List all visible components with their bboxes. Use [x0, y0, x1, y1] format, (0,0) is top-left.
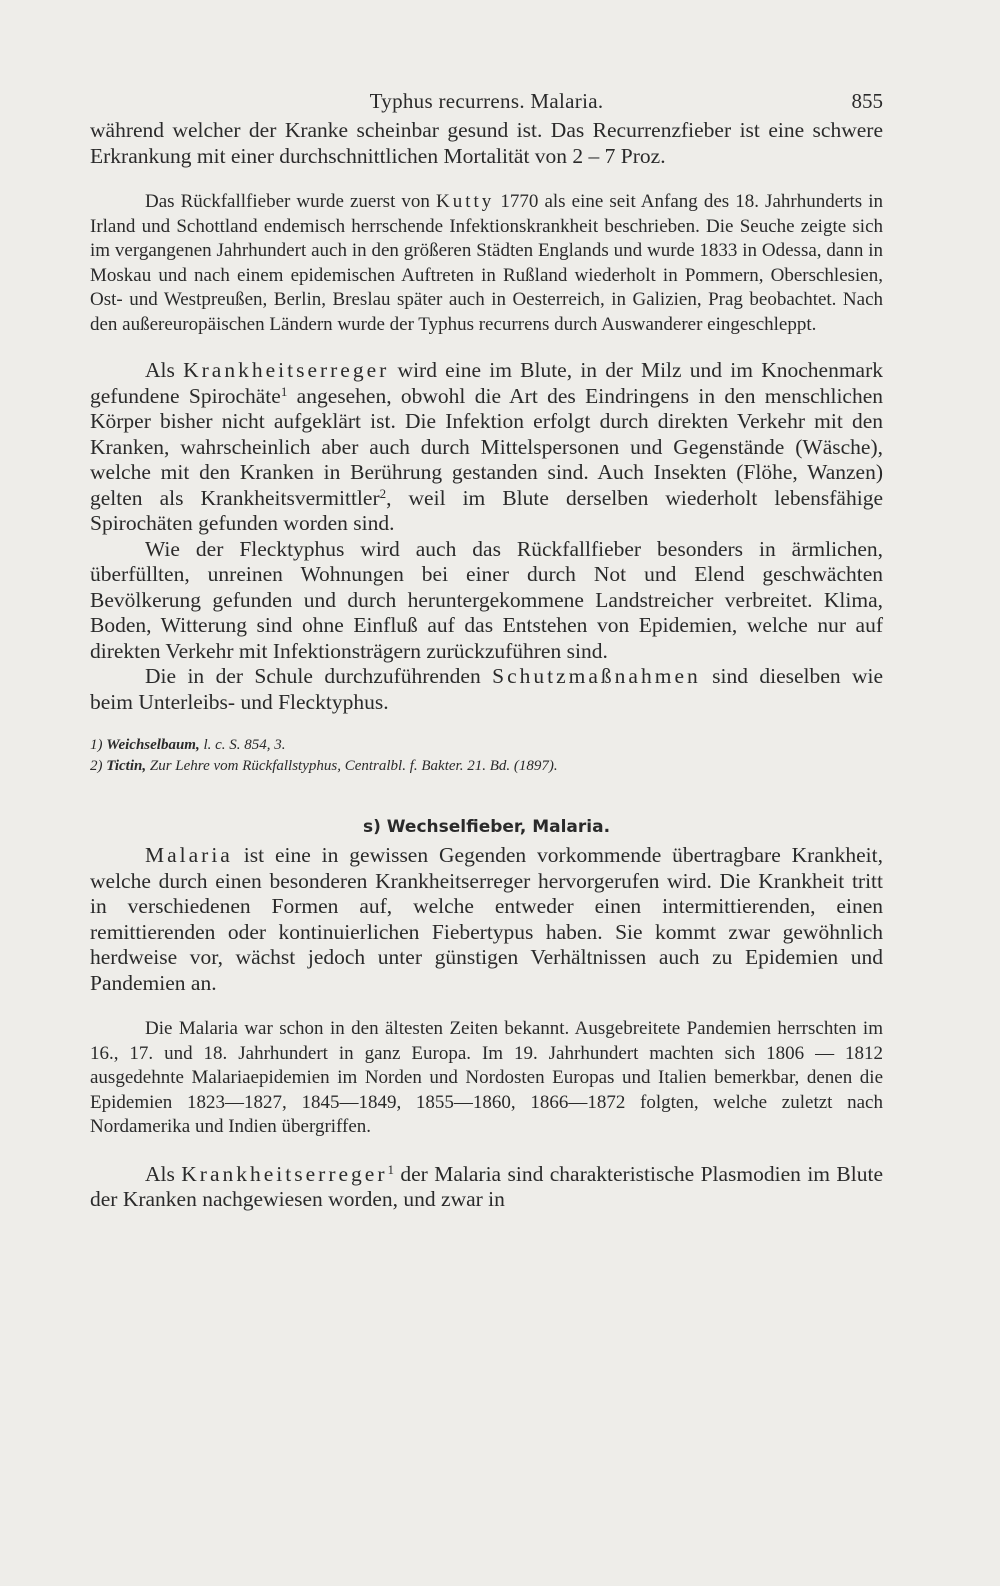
footnote-ref-malaria-1: 1	[387, 1161, 394, 1177]
book-page	[90, 84, 883, 1213]
page-number: 855	[851, 89, 883, 113]
footnote-1: 1) Weichselbaum, l. c. S. 854, 3.	[90, 737, 286, 753]
footnote-2: 2) Tictin, Zur Lehre vom Rückfallstyphus, Centralbl. f. Bakter. 21. Bd. (1897).	[90, 758, 558, 774]
term-krankheitserreger: Krankheitserreger	[183, 358, 390, 382]
paragraph-recurrens-mortality: während welcher der Kranke scheinbar gesund ist. Das Recurrenzfieber ist eine schwere Erkrankung mit einer durchschnittlichen Mortalität von 2 – 7 Proz.	[90, 118, 883, 168]
term-malaria: Malaria	[145, 843, 233, 867]
term-krankheitserreger-malaria: Krankheitserreger	[181, 1161, 388, 1186]
paragraph-malaria-history: Die Malaria war schon in den ältesten Zeiten bekannt. Ausgebreitete Pandemien herrschten im 16., 17. und 18. Jahrhundert in ganz Europa. Im 19. Jahrhundert machten sich 1806 — 1812 ausgedehnte Malariaepidemien im Norden und Nordosten Europas und Italien bemerkbar, denen die Epidemien 1823—1827, 1845—1849, 1855—1860, 1866—1872 folgten, welche zuletzt nach Nordamerika und Indien übergriffen.	[90, 1018, 883, 1137]
paragraph-spread-conditions: Wie der Flecktyphus wird auch das Rückfallfieber besonders in ärmlichen, überfüllten, unreinen Wohnungen bei einer durch Not und Elend geschwächten Bevölkerung gefunden und durch heruntergekommene Landstreicher verbreitet. Klima, Boden, Witterung sind ohne Einfluß auf das Entstehen von Epidemien, welche nur auf direkten Verkehr mit Infektionsträgern zurückzuführen sind.	[90, 536, 883, 663]
paragraph-pathogen-recurrens: Als Krankheitserreger wird eine im Blute, in der Milz und im Knochenmark gefundene Spirochäte$^1$ angesehen, obwohl die Art des Eindringens in den menschlichen Körper bisher nicht aufgeklärt ist. Die Infektion erfolgt durch direkten Verkehr mit den Kranken, wahrscheinlich aber auch durch Mittelspersonen und Gegenstände (Wäsche), welche mit den Kranken in Berührung gestanden sind. Auch Insekten (Flöhe, Wanzen) gelten als Krankheitsvermittler$^2$, weil im Blute derselben wiederholt lebensfähige Spirochäten gefunden worden sind.	[90, 358, 884, 535]
running-title: Typhus recurrens. Malaria.	[369, 89, 604, 113]
footnotes	[90, 735, 883, 777]
term-schutzmassnahmen: Schutzmaßnahmen	[492, 664, 701, 688]
paragraph-school-measures: Die in der Schule durchzuführenden Schutzmaßnahmen sind dieselben wie beim Unterleibs- und Flecktyphus.	[90, 664, 884, 714]
paragraph-malaria-pathogen: Als Krankheitserreger$^1$ der Malaria sind charakteristische Plasmodien im Blute der Kranken nachgewiesen worden, und zwar in	[90, 1161, 883, 1211]
paragraph-malaria-definition: Malaria ist eine in gewissen Gegenden vorkommende übertragbare Krankheit, welche durch einen besonderen Krankheitserreger hervorgerufen wird. Die Krankheit tritt in verschiedenen Formen auf, welche entweder einen intermittierenden, einen remittierenden oder kontinuierlichen Fiebertypus haben. Sie kommt zwar gewöhnlich herdweise vor, wächst jedoch unter günstigen Verhältnissen auch zu Epidemien und Pandemien an.	[90, 843, 883, 995]
running-head	[90, 84, 883, 118]
section-heading-malaria: s) Wechselfieber, Malaria.	[362, 817, 611, 837]
footnote-ref-2: 2	[379, 485, 387, 501]
footnote-ref-1: 1	[280, 383, 288, 399]
author-kutty: Kutty	[436, 191, 495, 212]
paragraph-history-recurrens: Das Rückfallfieber wurde zuerst von Kutty 1770 als eine seit Anfang des 18. Jahrhunderts in Irland und Schottland endemisch herrschende Infektionskrankheit beschrieben. Die Seuche zeigte sich im vergangenen Jahrhundert auch in den größeren Städten Englands und wurde 1833 in Odessa, dann in Moskau und nach einem epidemischen Auftreten in Rußland wiederholt in Pommern, Oberschlesien, Ost- und Westpreußen, Berlin, Breslau später auch in Oesterreich, in Galizien, Prag beobachtet. Nach den außereuropäischen Ländern wurde der Typhus recurrens durch Auswanderer eingeschleppt.	[90, 191, 884, 335]
